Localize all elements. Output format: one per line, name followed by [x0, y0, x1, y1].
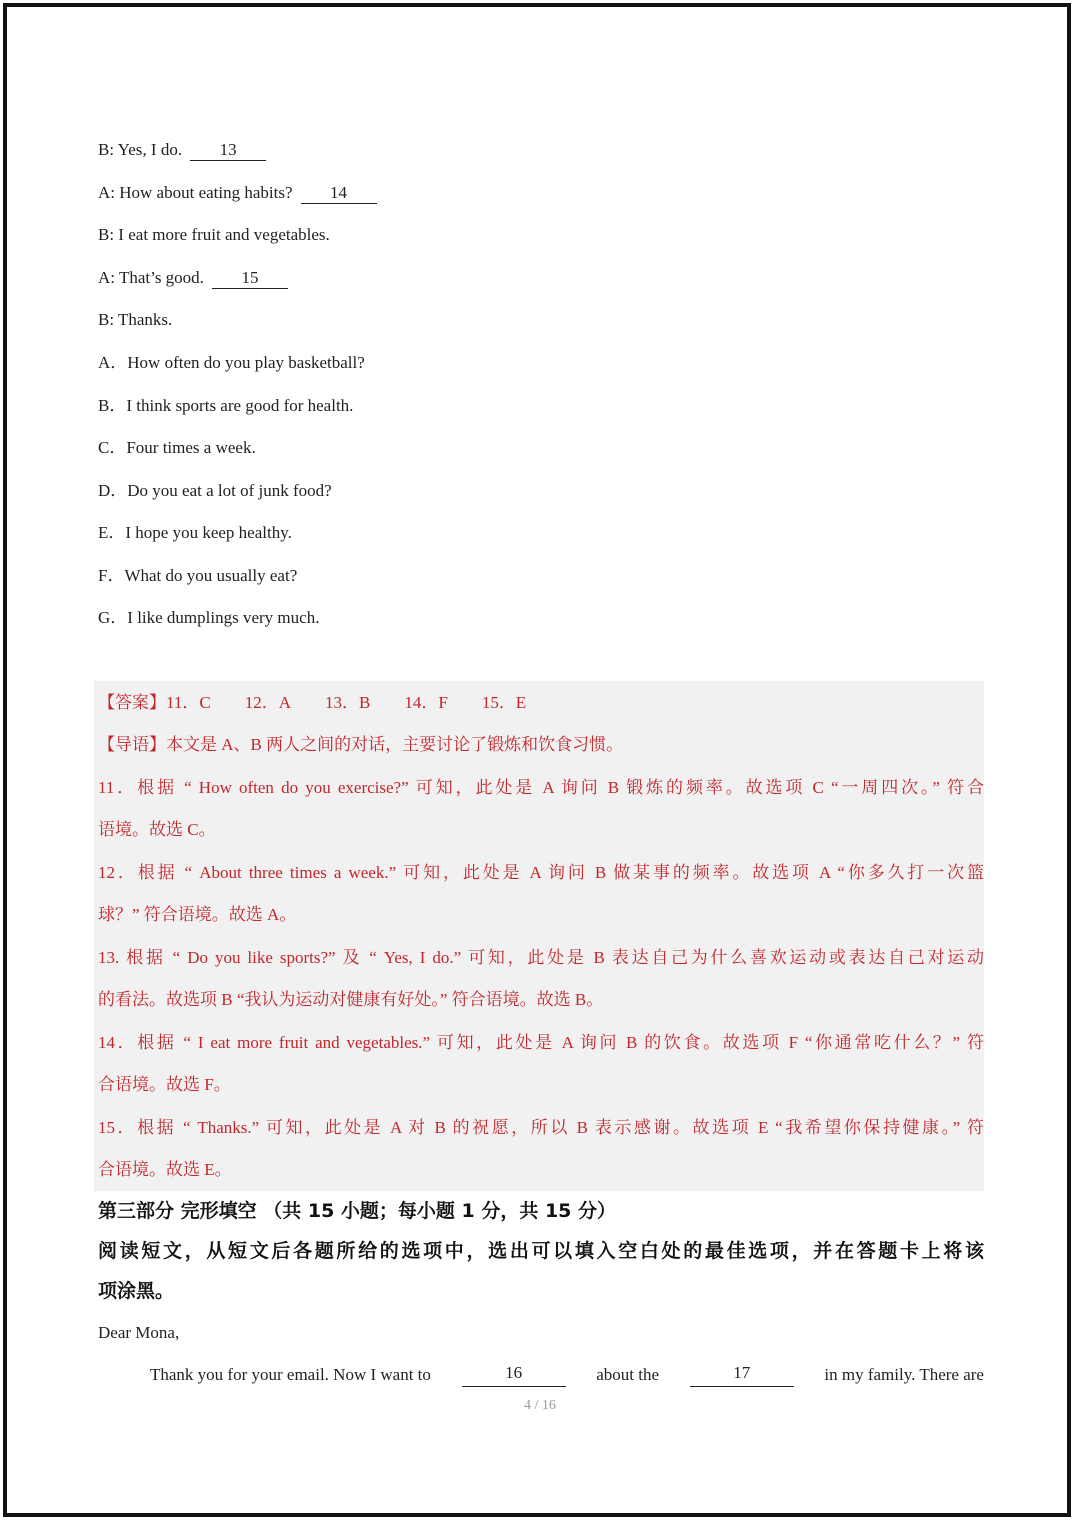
- option-c: C．Four times a week.: [98, 438, 256, 457]
- dialogue-line: B: Thanks.: [98, 310, 173, 329]
- option-e: E．I hope you keep healthy.: [98, 523, 292, 542]
- answer-box: [94, 681, 984, 1191]
- option-d: D．Do you eat a lot of junk food?: [98, 481, 332, 500]
- explanation-14-line1: 14．根据 “ I eat more fruit and vegetables.” 可知，此处是 A 询问 B 的饮食。故选项 F “你通常吃什么？” 符: [98, 1033, 984, 1052]
- option-b: B．I think sports are good for health.: [98, 396, 354, 415]
- section-instruction-line1: 阅读短文，从短文后各题所给的选项中，选出可以填入空白处的最佳选项，并在答题卡上将该: [98, 1240, 984, 1262]
- dialogue-line: A: How about eating habits? 14: [98, 181, 377, 205]
- blank-16: 16: [462, 1363, 566, 1387]
- blank-17: 17: [690, 1363, 794, 1387]
- explanation-11-line1: 11．根据 “ How often do you exercise?” 可知，此处是 A 询问 B 锻炼的频率。故选项 C “一周四次。” 符合: [98, 778, 984, 797]
- explanation-13-line1: 13. 根据 “ Do you like sports?” 及 “ Yes, I do.” 可知，此处是 B 表达自己为什么喜欢运动或表达自己对运动: [98, 948, 984, 967]
- dialogue-line: B: I eat more fruit and vegetables.: [98, 225, 330, 244]
- dialogue-line: A: That’s good. 15: [98, 266, 288, 290]
- letter-line: Thank you for your email. Now I want to 16 about the 17 in my family. There are: [150, 1363, 984, 1387]
- explanation-12-line1: 12．根据 “ About three times a week.” 可知，此处是 A 询问 B 做某事的频率。故选项 A “你多久打一次篮: [98, 863, 984, 882]
- answer-line: 【答案】11．C 12．A 13．B 14．F 15．E: [98, 693, 527, 712]
- section-instruction-line2: 项涂黑。: [98, 1280, 175, 1302]
- explanation-14-line2: 合语境。故选 F。: [98, 1075, 231, 1094]
- option-g: G．I like dumplings very much.: [98, 608, 320, 627]
- blank-15: 15: [212, 268, 288, 289]
- explanation-15-line1: 15．根据 “ Thanks.” 可知，此处是 A 对 B 的祝愿，所以 B 表示感谢。故选项 E “我希望你保持健康。” 符: [98, 1118, 984, 1137]
- guide-line: 【导语】本文是 A、B 两人之间的对话，主要讨论了锻炼和饮食习惯。: [98, 735, 624, 754]
- option-f: F．What do you usually eat?: [98, 566, 298, 585]
- dialogue-line: B: Yes, I do. 13: [98, 138, 266, 162]
- explanation-11-line2: 语境。故选 C。: [98, 820, 216, 839]
- explanation-12-line2: 球？” 符合语境。故选 A。: [98, 905, 297, 924]
- page-number: 4 / 16: [524, 1398, 556, 1413]
- option-a: A．How often do you play basketball?: [98, 353, 365, 372]
- explanation-13-line2: 的看法。故选项 B “我认为运动对健康有好处。” 符合语境。故选 B。: [98, 990, 604, 1009]
- letter-greeting: Dear Mona,: [98, 1323, 180, 1342]
- blank-14: 14: [301, 183, 377, 204]
- explanation-15-line2: 合语境。故选 E。: [98, 1160, 232, 1179]
- blank-13: 13: [190, 140, 266, 161]
- section-title: 第三部分 完形填空 （共 15 小题；每小题 1 分，共 15 分）: [98, 1200, 617, 1222]
